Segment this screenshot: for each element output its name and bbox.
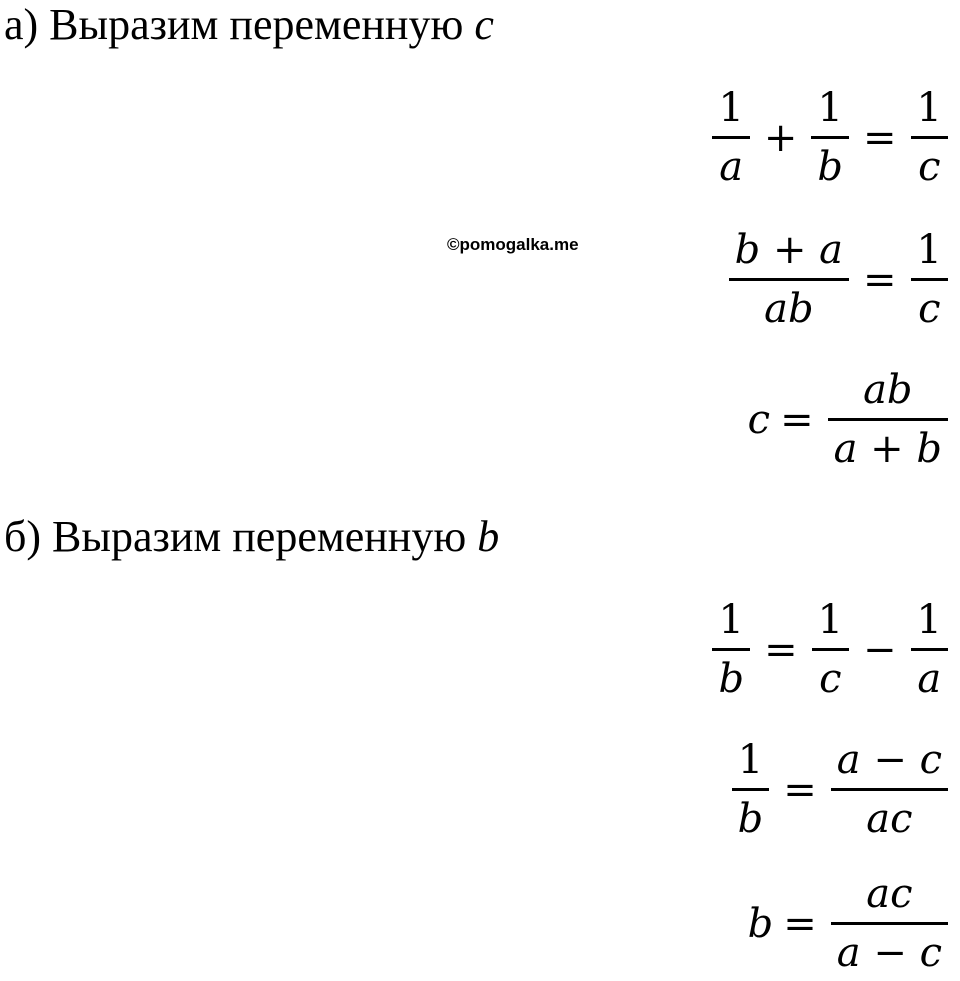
numerator: 1 [916,85,942,131]
equation-b1 [708,592,952,707]
part-a-heading [4,0,494,50]
plus-sign: + [763,114,798,161]
equals-sign: = [783,900,817,947]
numerator: ab [863,367,913,413]
equation-a1 [708,80,952,195]
equals-sign: = [783,766,817,813]
denominator: ab [764,286,814,332]
fraction-a-minus-c-over-ac [831,732,948,847]
denominator: c [819,656,842,702]
fraction-1-over-c [812,592,849,707]
fraction-ab-over-a-plus-b [828,362,948,477]
numerator: 1 [916,597,942,643]
denominator: b [737,796,764,842]
numerator: 1 [916,227,942,273]
denominator: ac [866,796,913,842]
numerator: b + a [734,227,844,273]
minus-sign: − [863,626,897,673]
fraction-1-over-b [732,732,770,847]
fraction-1-over-a [911,592,948,707]
fraction-1-over-a [712,80,749,195]
equals-sign: = [764,626,798,673]
equation-a2 [725,222,952,337]
fraction-b-plus-a-over-ab [729,222,849,337]
fraction-1-over-c [911,80,948,195]
numerator: ac [866,871,913,917]
equation-b2 [728,732,952,847]
fraction-1-over-b [712,592,750,707]
numerator: 1 [718,597,744,643]
equals-sign: = [863,256,897,303]
fraction-1-over-b [811,80,849,195]
denominator: a − c [836,930,942,976]
numerator: 1 [817,85,843,131]
denominator: c [918,144,941,190]
numerator: 1 [817,597,844,643]
numerator: a − c [836,737,942,783]
part-b-heading [4,512,499,562]
lhs-variable: c [747,396,771,443]
lhs-variable: b [747,900,774,947]
numerator: 1 [718,85,744,131]
equals-sign: = [780,396,814,443]
denominator: a [917,656,942,702]
fraction-1-over-c [911,222,948,337]
equation-a3 [748,362,952,477]
part-a-heading-text: а) Выразим переменную [4,0,475,49]
watermark: ©pomogalka.me [447,235,579,254]
denominator: b [817,144,844,190]
numerator: 1 [737,737,764,783]
denominator: b [718,656,745,702]
part-b-heading-text: б) Выразим переменную [4,512,478,561]
denominator: c [918,286,941,332]
part-a-heading-variable: c [474,0,494,49]
part-b-heading-variable: b [477,512,500,561]
denominator: a [719,144,744,190]
denominator: a + b [833,426,942,472]
equation-b3 [748,866,952,981]
fraction-ac-over-a-minus-c [831,866,948,981]
equals-sign: = [863,114,897,161]
